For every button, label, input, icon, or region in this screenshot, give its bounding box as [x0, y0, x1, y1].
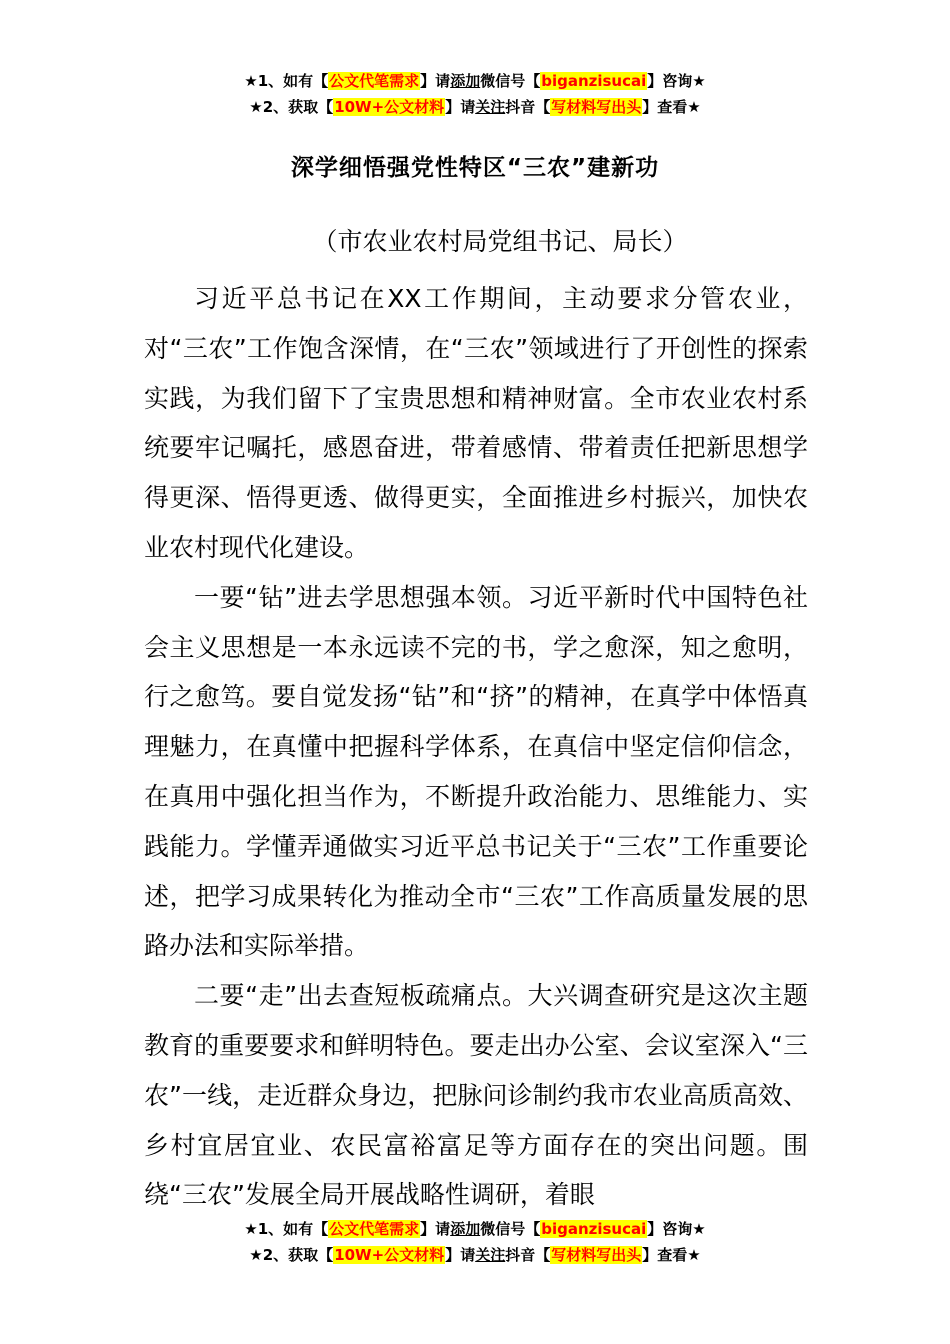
promo-underlined: 关注: [475, 98, 506, 116]
promo-text: ★2、获取【: [249, 1246, 334, 1264]
promo-text: 】咨询★: [647, 72, 706, 90]
promo-text: 】查看★: [642, 1246, 701, 1264]
promo-text: 抖音【: [505, 98, 551, 116]
promo-wechat-id: biganzisucai: [541, 72, 647, 90]
promo-text: 】咨询★: [647, 1220, 706, 1238]
footer-promo: [0, 1216, 950, 1268]
promo-highlight: 10W+公文材料: [334, 98, 445, 116]
promo-text: ★1、如有【: [244, 1220, 329, 1238]
promo-text: 】请: [445, 98, 476, 116]
document-body: [144, 274, 808, 1220]
promo-underlined: 添加: [450, 1220, 481, 1238]
paragraph: 二要“走”出去查短板疏痛点。大兴调查研究是这次主题教育的重要要求和鲜明特色。要走出办公室、会议室深入“三农”一线，走近群众身边，把脉问诊制约我市农业高质高效、乡村宜居宜业、农民富裕富足等方面存在的突出问题。围绕“三农”发展全局开展战略性调研，着眼: [144, 981, 808, 1210]
document-title: 深学细悟强党性特区“三农”建新功: [290, 155, 660, 181]
document-subtitle: （市农业农村局党组书记、局长）: [312, 227, 688, 256]
header-promo: [0, 68, 950, 120]
promo-text: 】请: [420, 1220, 451, 1238]
promo-text: ★1、如有【: [244, 72, 329, 90]
promo-underlined: 添加: [450, 72, 481, 90]
promo-underlined: 关注: [475, 1246, 506, 1264]
promo-highlight: 10W+公文材料: [334, 1246, 445, 1264]
promo-line-2: [0, 1242, 950, 1268]
promo-douyin-id: 写材料写出头: [551, 98, 642, 116]
paragraph: 习近平总书记在XX工作期间，主动要求分管农业，对“三农”工作饱含深情，在“三农”领域进行了开创性的探索实践，为我们留下了宝贵思想和精神财富。全市农业农村系统要牢记嘱托，感恩奋进，带着感情、带着责任把新思想学得更深、悟得更透、做得更实，全面推进乡村振兴，加快农业农村现代化建设。: [144, 284, 808, 562]
promo-line-1: [0, 1216, 950, 1242]
promo-text: 抖音【: [505, 1246, 551, 1264]
paragraph: 一要“钻”进去学思想强本领。习近平新时代中国特色社会主义思想是一本永远读不完的书，学之愈深，知之愈明，行之愈笃。要自觉发扬“钻”和“挤”的精神，在真学中体悟真理魅力，在真懂中把握科学体系，在真信中坚定信仰信念，在真用中强化担当作为，不断提升政治能力、思维能力、实践能力。学懂弄通做实习近平总书记关于“三农”工作重要论述，把学习成果转化为推动全市“三农”工作高质量发展的思路办法和实际举措。: [144, 582, 808, 961]
promo-highlight: 公文代笔需求: [329, 1220, 420, 1238]
promo-text: 微信号【: [480, 1220, 541, 1238]
promo-wechat-id: biganzisucai: [541, 1220, 647, 1238]
promo-text: 微信号【: [480, 72, 541, 90]
promo-douyin-id: 写材料写出头: [551, 1246, 642, 1264]
promo-line-2: [0, 94, 950, 120]
promo-text: 】查看★: [642, 98, 701, 116]
promo-text: ★2、获取【: [249, 98, 334, 116]
promo-text: 】请: [420, 72, 451, 90]
promo-text: 】请: [445, 1246, 476, 1264]
promo-highlight: 公文代笔需求: [329, 72, 420, 90]
promo-line-1: [0, 68, 950, 94]
